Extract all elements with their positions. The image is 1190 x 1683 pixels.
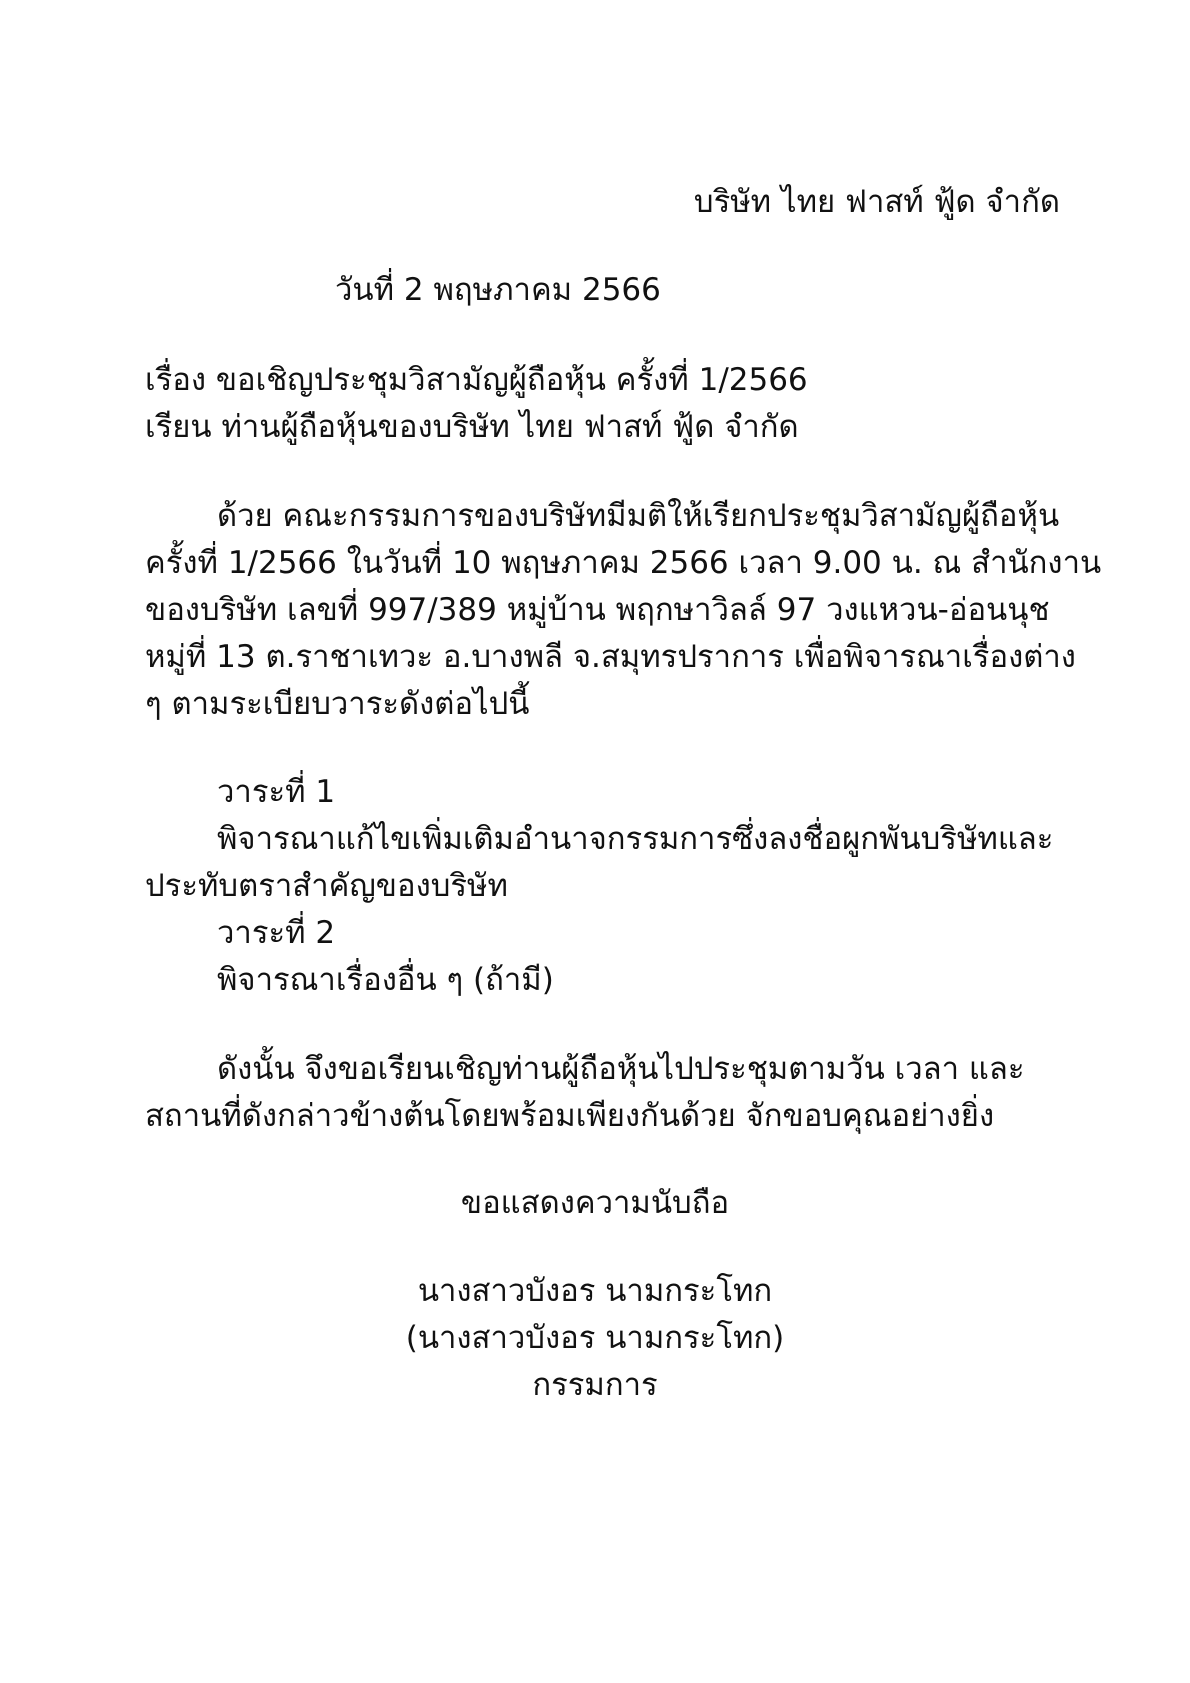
closing-paragraph-line: ดังนั้น จึงขอเรียนเชิญท่านผู้ถือหุ้นไปประชุมตามวัน เวลา และ	[217, 1051, 1025, 1087]
closing-paragraph-line: สถานที่ดังกล่าวข้างต้นโดยพร้อมเพียงกันด้วย จักขอบคุณอย่างยิ่ง	[145, 1098, 995, 1134]
company-header: บริษัท ไทย ฟาสท์ ฟู้ด จำกัด	[693, 184, 1060, 220]
signature-title: กรรมการ	[532, 1367, 658, 1403]
signature-name: นางสาวบังอร นามกระโทก	[417, 1273, 773, 1309]
agenda-2-title: วาระที่ 2	[217, 915, 336, 951]
body-paragraph-line: ครั้งที่ 1/2566 ในวันที่ 10 พฤษภาคม 2566 เวลา 9.00 น. ณ สำนักงาน	[145, 545, 1102, 581]
signature-name-printed: (นางสาวบังอร นามกระโทก)	[405, 1320, 785, 1356]
subject-line: เรื่อง ขอเชิญประชุมวิสามัญผู้ถือหุ้น ครั้งที่ 1/2566	[145, 362, 808, 398]
body-paragraph-line: หมู่ที่ 13 ต.ราชาเทวะ อ.บางพลี จ.สมุทรปราการ เพื่อพิจารณาเรื่องต่าง	[145, 639, 1076, 675]
agenda-1-title: วาระที่ 1	[217, 774, 336, 810]
body-paragraph-line: ของบริษัท เลขที่ 997/389 หมู่บ้าน พฤกษาวิลล์ 97 วงแหวน-อ่อนนุช	[145, 592, 1050, 628]
sign-off: ขอแสดงความนับถือ	[460, 1185, 730, 1221]
agenda-1-text: พิจารณาแก้ไขเพิ่มเติมอำนาจกรรมการซึ่งลงชื่อผูกพันบริษัทและ	[217, 821, 1054, 857]
date-line: วันที่ 2 พฤษภาคม 2566	[335, 272, 661, 308]
agenda-2-text: พิจารณาเรื่องอื่น ๆ (ถ้ามี)	[217, 962, 554, 998]
body-paragraph-line: ๆ ตามระเบียบวาระดังต่อไปนี้	[145, 686, 530, 722]
body-paragraph-line: ด้วย คณะกรรมการของบริษัทมีมติให้เรียกประชุมวิสามัญผู้ถือหุ้น	[217, 498, 1060, 534]
addressee-line: เรียน ท่านผู้ถือหุ้นของบริษัท ไทย ฟาสท์ ฟู้ด จำกัด	[145, 409, 799, 445]
agenda-1-text: ประทับตราสำคัญของบริษัท	[145, 868, 508, 904]
